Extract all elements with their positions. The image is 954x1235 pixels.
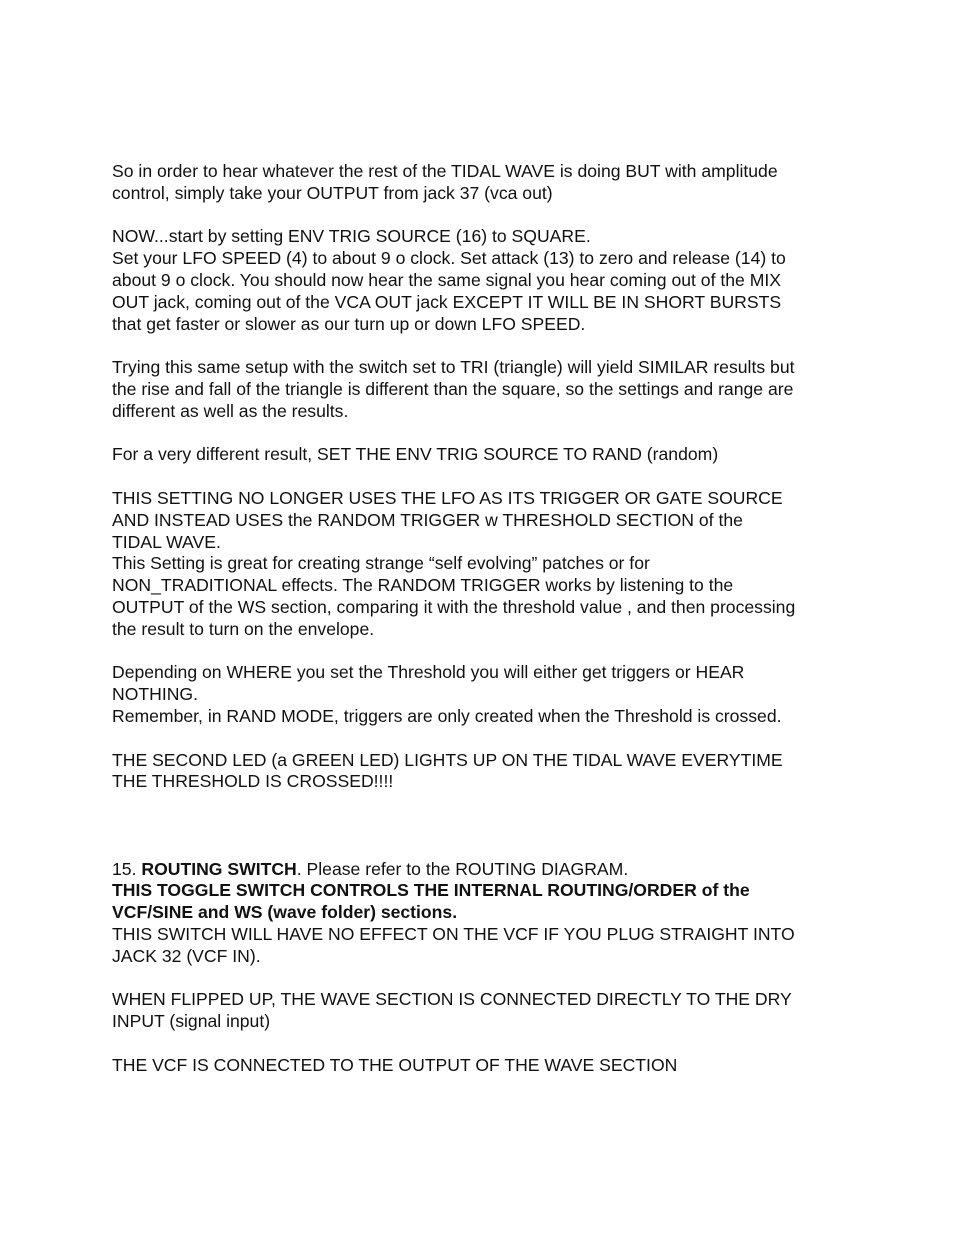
text-line: JACK 32 (VCF IN). [112,945,261,966]
text-line: Set your LFO SPEED (4) to about 9 o clock. Set attack (13) to zero and release (14) to [112,248,786,269]
text-line: THIS SETTING NO LONGER USES THE LFO AS ITS TRIGGER OR GATE SOURCE [112,487,783,508]
text-line: AND INSTEAD USES the RANDOM TRIGGER w THRESHOLD SECTION of the [112,509,743,530]
text-line: different as well as the results. [112,400,349,421]
section-15-routing-switch [112,859,852,968]
paragraph-vcf-connected [112,1055,852,1077]
document-page [112,161,852,1076]
text-line: control, simply take your OUTPUT from jack 37 (vca out) [112,182,553,203]
text-line: THE SECOND LED (a GREEN LED) LIGHTS UP ON THE TIDAL WAVE EVERYTIME [112,749,783,770]
section-heading: ROUTING SWITCH [141,858,297,879]
paragraph-vca-output [112,161,852,205]
paragraph-random-trigger [112,488,852,641]
text-line: the rise and fall of the triangle is different than the square, so the settings and range are [112,378,794,399]
text-line: NOTHING. [112,684,199,705]
text-line: that get faster or slower as our turn up or down LFO SPEED. [112,313,586,334]
text-line: THIS SWITCH WILL HAVE NO EFFECT ON THE VCF IF YOU PLUG STRAIGHT INTO [112,923,795,944]
text-line: THE THRESHOLD IS CROSSED!!!! [112,771,394,792]
paragraph-green-led [112,750,852,794]
text-line: So in order to hear whatever the rest of the TIDAL WAVE is doing BUT with amplitude [112,161,778,181]
text-line: NON_TRADITIONAL effects. The RANDOM TRIGGER works by listening to the [112,575,734,596]
text-line: For a very different result, SET THE ENV TRIG SOURCE TO RAND (random) [112,444,719,465]
paragraph-rand [112,444,852,466]
bold-text-line: VCF/SINE and WS (wave folder) sections. [112,902,458,923]
paragraph-triangle [112,357,852,422]
text-line: THE VCF IS CONNECTED TO THE OUTPUT OF THE WAVE SECTION [112,1054,678,1075]
bold-text-line: THIS TOGGLE SWITCH CONTROLS THE INTERNAL ROUTING/ORDER of the [112,880,750,901]
text-line: OUTPUT of the WS section, comparing it with the threshold value , and then processing [112,596,796,617]
text-line: OUT jack, coming out of the VCA OUT jack EXCEPT IT WILL BE IN SHORT BURSTS [112,291,782,312]
text-line: This Setting is great for creating strange “self evolving” patches or for [112,553,650,574]
text-line: Depending on WHERE you set the Threshold you will either get triggers or HEAR [112,662,745,683]
section-number: 15. [112,858,142,879]
text-line: Trying this same setup with the switch set to TRI (triangle) will yield SIMILAR results but [112,357,795,378]
section-heading-rest: . Please refer to the ROUTING DIAGRAM. [296,858,629,879]
text-line: TIDAL WAVE. [112,531,221,552]
paragraph-flipped-up [112,989,852,1033]
text-line: Remember, in RAND MODE, triggers are only created when the Threshold is crossed. [112,705,782,726]
paragraph-env-trig-square [112,226,852,335]
text-line: the result to turn on the envelope. [112,618,375,639]
text-line: about 9 o clock. You should now hear the same signal you hear coming out of the MIX [112,269,781,290]
text-line: WHEN FLIPPED UP, THE WAVE SECTION IS CONNECTED DIRECTLY TO THE DRY [112,989,792,1010]
paragraph-threshold [112,662,852,727]
text-line: NOW...start by setting ENV TRIG SOURCE (16) to SQUARE. [112,226,591,247]
text-line: INPUT (signal input) [112,1011,271,1032]
section-heading-line [112,859,852,881]
